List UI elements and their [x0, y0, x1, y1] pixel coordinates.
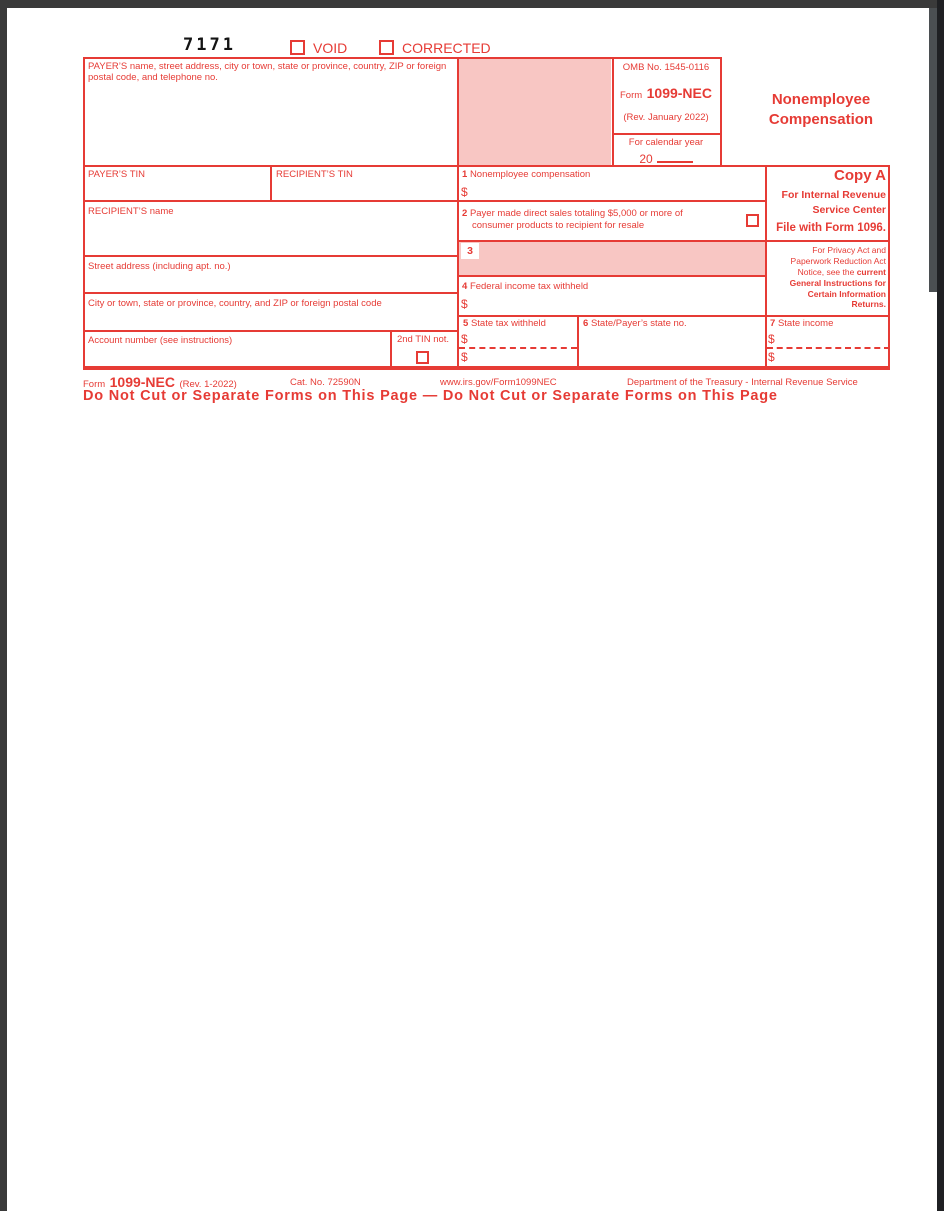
grid-line: [577, 315, 579, 368]
grid-line: [612, 133, 722, 135]
grid-line: [457, 57, 459, 368]
form-bottom-border: [83, 366, 890, 370]
grid-line: [83, 292, 459, 294]
form-name: 1099-NEC: [646, 85, 712, 101]
box7-number: 7: [770, 318, 776, 329]
file-with-label: File with Form 1096.: [776, 222, 886, 234]
box2-number: 2: [462, 208, 468, 219]
calendar-year-prefix: 20: [639, 152, 653, 166]
second-tin-checkbox[interactable]: [416, 351, 429, 364]
privacy-line5: Certain Information: [807, 288, 886, 299]
box5-number: 5: [463, 318, 469, 329]
box7-amount-field-2[interactable]: $: [768, 350, 775, 364]
box1-label: 1 Nonemployee compensation: [462, 169, 591, 180]
copy-a-label: Copy A: [834, 167, 886, 184]
omb-number: OMB No. 1545-0116: [622, 62, 710, 73]
box1-number: 1: [462, 169, 468, 180]
department-label: Department of the Treasury - Internal Revenue Service: [627, 377, 858, 388]
privacy-act-notice: [740, 245, 886, 310]
box7-amount-field-1[interactable]: $: [768, 332, 775, 346]
shaded-area-top: [459, 59, 611, 165]
grid-line: [83, 200, 767, 202]
copy-a-dest-line2: Service Center: [812, 204, 886, 217]
form-id: [613, 84, 719, 103]
irs-url[interactable]: www.irs.gov/Form1099NEC: [440, 377, 557, 388]
state-box7-dashed-line: [767, 347, 890, 349]
box6-label: 6 State/Payer’s state no.: [583, 318, 687, 329]
grid-line: [888, 165, 890, 368]
grid-line: [83, 57, 722, 59]
footer-revision: (Rev. 1-2022): [179, 379, 237, 390]
copy-a-destination: [740, 188, 886, 218]
form-title-line1: Nonemployee: [771, 91, 871, 108]
box5-amount-field-2[interactable]: $: [461, 350, 468, 364]
privacy-line4: General Instructions for: [789, 277, 886, 288]
corrected-checkbox[interactable]: [379, 40, 394, 55]
calendar-year-label: For calendar year: [628, 137, 704, 148]
box2-label-line1: 2 Payer made direct sales totaling $5,000 or more of: [462, 208, 683, 219]
privacy-line1: For Privacy Act and: [812, 245, 886, 255]
viewer-left-edge: [0, 0, 7, 1211]
box3-number: 3: [461, 243, 479, 259]
grid-line: [83, 57, 85, 368]
recipient-tin-label: RECIPIENT’S TIN: [276, 169, 353, 180]
copy-a-dest-line1: For Internal Revenue: [781, 189, 886, 201]
form-title: [745, 90, 897, 131]
form-word: Form: [620, 90, 643, 101]
box2-label-line2: consumer products to recipient for resale: [472, 220, 645, 231]
corrected-label: CORRECTED: [402, 40, 491, 56]
box1-amount-field[interactable]: $: [461, 185, 468, 199]
box5-amount-field-1[interactable]: $: [461, 332, 468, 346]
shaded-area-box3: [459, 242, 765, 275]
footer-form-word: Form: [83, 379, 106, 390]
viewer-top-edge: [0, 0, 944, 8]
form-revision: (Rev. January 2022): [623, 112, 709, 123]
privacy-line2: Paperwork Reduction Act: [790, 255, 886, 266]
privacy-line3-normal: Notice, see the: [797, 266, 857, 277]
void-label: VOID: [313, 40, 348, 56]
box5-label: 5 State tax withheld: [463, 318, 546, 329]
street-address-label: Street address (including apt. no.): [88, 261, 231, 272]
do-not-cut-warning: Do Not Cut or Separate Forms on This Page — Do Not Cut or Separate Forms on This Page: [83, 388, 778, 404]
recipient-name-label: RECIPIENT’S name: [88, 206, 174, 217]
box7-label: 7 State income: [770, 318, 834, 329]
box4-label: 4 Federal income tax withheld: [462, 281, 589, 292]
catalog-number: Cat. No. 72590N: [290, 377, 361, 388]
box6-number: 6: [583, 318, 589, 329]
state-box5-dashed-line: [459, 347, 577, 349]
grid-line: [720, 57, 722, 165]
viewer-right-edge: [937, 0, 944, 1211]
box4-amount-field[interactable]: $: [461, 297, 468, 311]
privacy-line6: Returns.: [851, 299, 886, 310]
grid-line: [457, 240, 890, 242]
grid-line: [83, 255, 459, 257]
calendar-year-blank[interactable]: [657, 151, 693, 163]
grid-line: [457, 275, 767, 277]
second-tin-label: 2nd TIN not.: [396, 334, 450, 345]
payer-info-label: PAYER’S name, street address, city or town, state or province, country, ZIP or foreign postal code, and telephone no.: [88, 61, 447, 84]
form-title-line2: Compensation: [768, 111, 874, 129]
grid-line: [83, 330, 459, 332]
city-label: City or town, state or province, country, and ZIP or foreign postal code: [88, 298, 382, 309]
calendar-year-entry[interactable]: [613, 149, 719, 168]
privacy-line3-bold: current: [856, 266, 886, 277]
footer-form-name: 1099-NEC: [109, 374, 175, 390]
account-number-label: Account number (see instructions): [88, 335, 233, 346]
form-print-number: 7171: [183, 35, 236, 55]
void-checkbox[interactable]: [290, 40, 305, 55]
box4-number: 4: [462, 281, 468, 292]
scrollbar-thumb[interactable]: [929, 8, 937, 292]
payer-tin-label: PAYER’S TIN: [88, 169, 146, 180]
grid-line: [457, 315, 890, 317]
grid-line: [270, 165, 272, 202]
